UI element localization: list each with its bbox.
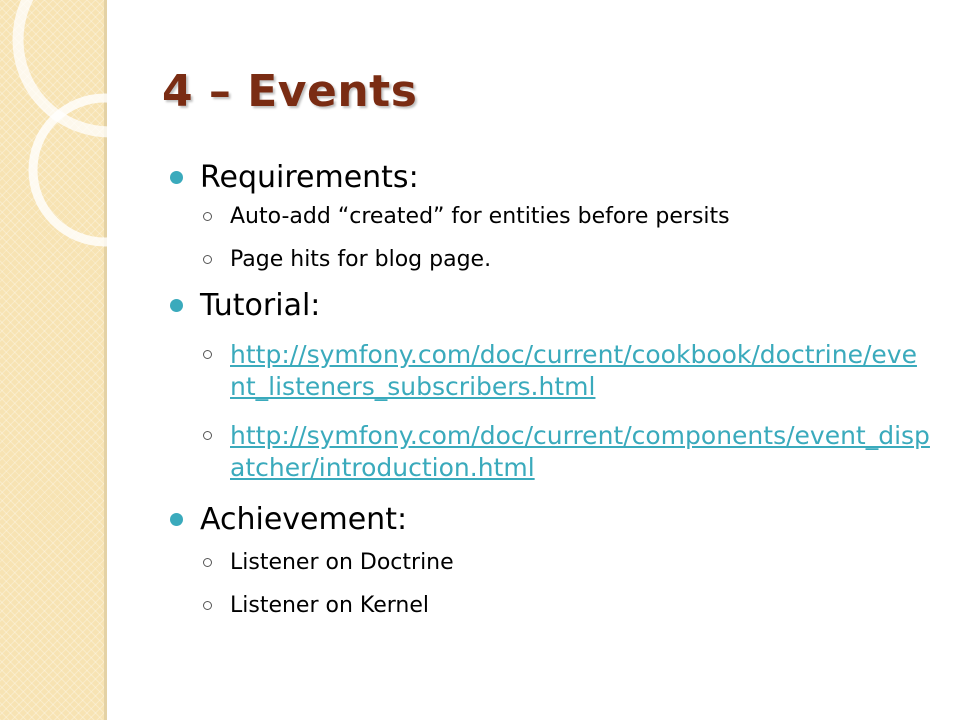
sub-bullet xyxy=(170,548,940,578)
sub-bullet xyxy=(170,591,940,621)
sub-bullet xyxy=(170,202,940,232)
ring-bullet-icon xyxy=(203,212,212,221)
ring-bullet-icon xyxy=(203,558,212,567)
sub-bullet-link xyxy=(170,420,930,484)
sub-bullet-text: Page hits for blog page. xyxy=(230,247,492,272)
tutorial-link-cookbook[interactable]: http://symfony.com/doc/current/cookbook/doctrine/event_listeners_subscribers.html xyxy=(230,340,917,401)
ring-bullet-icon xyxy=(203,601,212,610)
bullet-heading: Tutorial: xyxy=(200,288,321,323)
ring-bullet-icon xyxy=(203,431,212,440)
slide-title: 4 – Events xyxy=(162,66,418,117)
bullet-dot-icon xyxy=(170,171,183,184)
bullet-requirements xyxy=(170,160,940,196)
sub-bullet-text: Listener on Kernel xyxy=(230,593,430,618)
ring-bullet-icon xyxy=(203,255,212,264)
slide-content xyxy=(170,160,940,621)
sub-bullet-text: Listener on Doctrine xyxy=(230,550,454,575)
bullet-heading: Requirements: xyxy=(200,160,419,195)
sub-bullet-link xyxy=(170,339,930,403)
sub-bullet-text: Auto-add “created” for entities before persits xyxy=(230,204,730,229)
ring-bullet-icon xyxy=(203,350,212,359)
bullet-dot-icon xyxy=(170,513,183,526)
bullet-heading: Achievement: xyxy=(200,502,408,537)
bullet-dot-icon xyxy=(170,299,183,312)
tutorial-link-components[interactable]: http://symfony.com/doc/current/components/event_dispatcher/introduction.html xyxy=(230,421,930,482)
sub-bullet xyxy=(170,245,940,275)
bullet-achievement xyxy=(170,502,940,538)
bullet-tutorial xyxy=(170,288,940,324)
